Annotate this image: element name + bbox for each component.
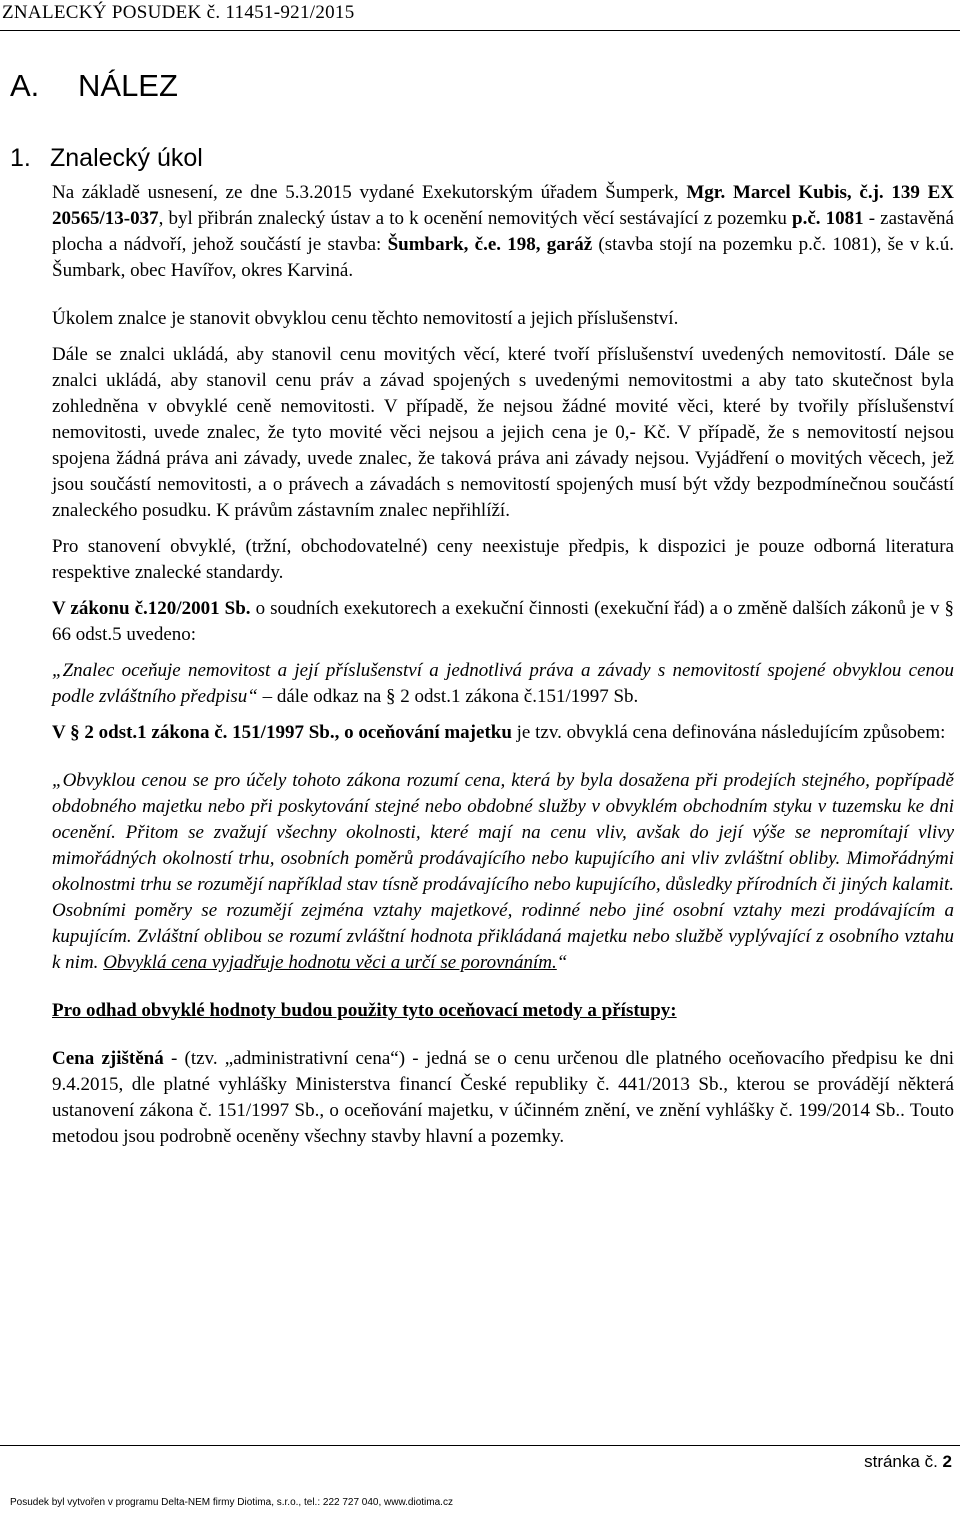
underlined-run: Obvyklá cena vyjadřuje hodnotu věci a určí se porovnáním.: [103, 952, 557, 973]
text-run: (stavba stojí na pozemku p.č. 1081), še v k.ú. Šumbark, obec Havířov, okres Karviná.: [52, 234, 954, 281]
subsection-number: 1.: [10, 144, 31, 172]
text-run: - (tzv. „administrativní cena“) - jedná se o cenu určenou dle platného oceňovacího předpisu ke dni 9.4.2015, dle platné vyhlášky Ministerstva financí České republiky č. 441/2013 Sb., kterou se provádějí některá ustanovení zákona č. 151/1997 Sb., o oceňování majetku, v účinném znění, ve znění vyhlášky č. 199/2014 Sb.. Touto metodou jsou podrobně oceněny všechny stavby hlavní a pozemky.: [52, 1048, 954, 1147]
document-header: ZNALECKÝ POSUDEK č. 11451-921/2015: [2, 2, 355, 23]
page-number: [864, 1452, 952, 1472]
text-run: Na základě usnesení, ze dne 5.3.2015 vydané Exekutorským úřadem Šumperk,: [52, 182, 687, 203]
subsection-title: Znalecký úkol: [50, 144, 203, 172]
paragraph-quote-law: [52, 658, 954, 710]
paragraph-standards: Pro stanovení obvyklé, (tržní, obchodovatelné) ceny neexistuje předpis, k dispozici je pouze odborná literatura respektive znalecké standardy.: [52, 536, 954, 583]
page-number-value: 2: [942, 1452, 952, 1471]
paragraph-task: Úkolem znalce je stanovit obvyklou cenu těchto nemovitostí a jejich příslušenství.: [52, 308, 679, 329]
text-run: je tzv. obvyklá cena definována následujícím způsobem:: [511, 722, 946, 743]
bold-run: p.č. 1081: [792, 208, 864, 229]
paragraph-instructions: Dále se znalci ukládá, aby stanovil cenu movitých věcí, které tvoří příslušenství uvedených nemovitostí. Dále se znalci ukládá, aby stanovil cenu práv a závad spojených s uvedenými nemovitostmi a aby tato skutečnost byla zohledněna v obvyklé ceně nemovitosti. V případě, že nejsou žádné movité věci, které by tvořily příslušenství nemovitosti, uvede znalec, že tyto movité věci nejsou a jejich cena je 0,- Kč. V případě, že s nemovitostí nejsou spojena žádná práva ani závady, uvede znalec, že taková práva ani závady nejsou. Vyjádření o movitých věcech, jež jsou součástí nemovitosti, a o právech a závadách s nemovitostí spojených musí být vždy bezpodmínečnou součástí znaleckého posudku. K právům zástavním znalec nepřihlíží.: [52, 344, 954, 521]
header-divider: [0, 30, 960, 31]
paragraph-definition-quote: [52, 768, 954, 976]
page-label: stránka č.: [864, 1452, 938, 1471]
document-body: [52, 180, 954, 1150]
bold-run: Cena zjištěná: [52, 1048, 164, 1069]
paragraph-law-reference: [52, 596, 954, 648]
text-run: o soudních exekutorech a exekuční činnosti (exekuční řád) a o změně dalších zákonů je v § 66 odst.5 uvedeno:: [52, 598, 955, 645]
bold-run: V zákonu č.120/2001 Sb.: [52, 598, 251, 619]
section-number: A.: [10, 68, 40, 103]
section-title: NÁLEZ: [78, 68, 178, 103]
italic-run: “: [556, 952, 568, 973]
paragraph-methods-heading: Pro odhad obvyklé hodnoty budou použity tyto oceňovací metody a přístupy:: [52, 1000, 677, 1021]
bold-run: Šumbark, č.e. 198, garáž: [387, 234, 593, 255]
paragraph-valuation-law: [52, 720, 954, 746]
section-heading: [10, 68, 178, 104]
text-run: , byl přibrán znalecký ústav a to k ocenění nemovitých věcí sestávající z pozemku: [158, 208, 792, 229]
bold-run: Mgr. Marcel Kubis, č.j. 139 EX 20565/13-037: [52, 182, 954, 229]
text-run: - zastavěná plocha a nádvoří, jehož součástí je stavba:: [52, 208, 954, 255]
subsection-heading: [10, 144, 203, 173]
paragraph-assessed-price: [52, 1046, 954, 1150]
footer-divider: [0, 1445, 960, 1446]
bold-run: V § 2 odst.1 zákona č. 151/1997 Sb., o oceňování majetku: [52, 722, 512, 743]
text-run: – dále odkaz na § 2 odst.1 zákona č.151/1997 Sb.: [257, 686, 639, 707]
italic-run: „Obvyklou cenou se pro účely tohoto zákona rozumí cena, která by byla dosažena při prodejích stejného, popřípadě obdobného majetku nebo při poskytování stejné nebo obdobné služby v obvyklém obchodním styku v tuzemsku ke dni ocenění. Přitom se zvažují všechny okolnosti, které mají na cenu vliv, avšak do její výše se nepromítají vlivy mimořádných okolností trhu, osobních poměrů prodávajícího nebo kupujícího ani vliv zvláštní obliby. Mimořádnými okolnostmi trhu se rozumějí například stav tísně prodávajícího nebo kupujícího, důsledky přírodních či jiných kalamit. Osobními poměry se rozumějí zejména vztahy majetkové, rodinné nebo jiné osobní vztahy mezi prodávajícím a kupujícím. Zvláštní oblibou se rozumí zvláštní hodnota přikládaná majetku nebo službě vyplývající z osobního vztahu k nim.: [52, 770, 954, 973]
italic-run: „Znalec oceňuje nemovitost a její příslušenství a jednotlivá práva a závady s nemovitostí spojené obvyklou cenou podle zvláštního předpisu“: [52, 660, 954, 707]
software-credit: Posudek byl vytvořen v programu Delta-NEM firmy Diotima, s.r.o., tel.: 222 727 040, www.diotima.cz: [10, 1497, 453, 1508]
paragraph-assignment: [52, 180, 954, 284]
